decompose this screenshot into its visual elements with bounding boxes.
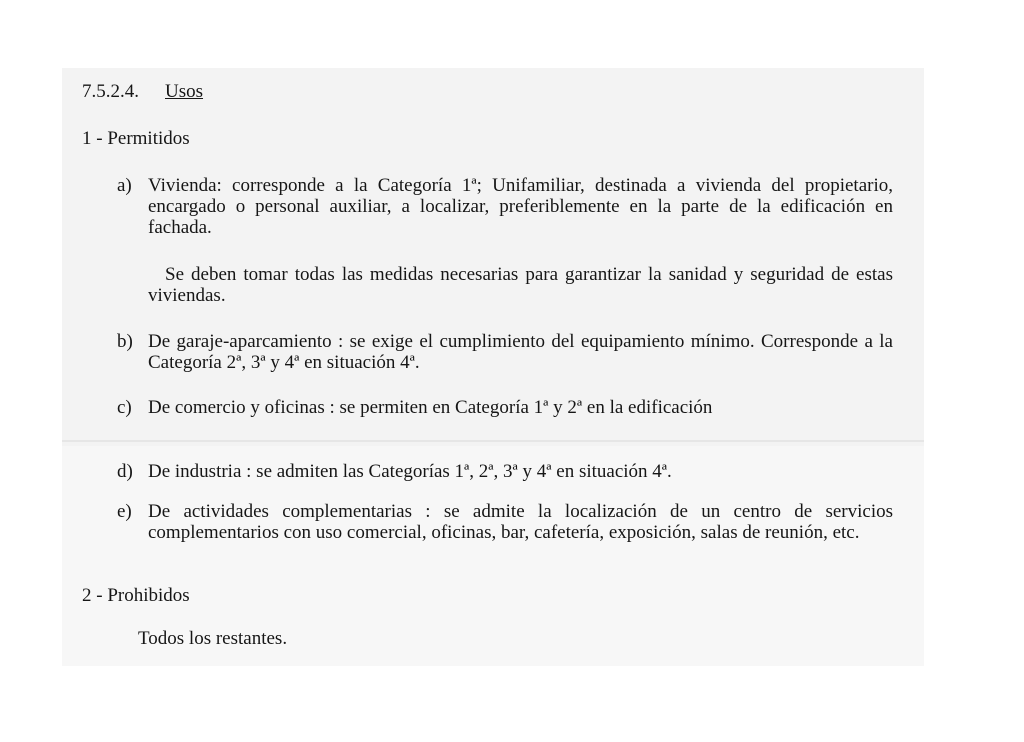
- item-e-text: De actividades complementarias : se admite la localización de un centro de servicios complementarios con uso comercial, oficinas, bar, cafetería, exposición, salas de reunión, etc.: [148, 501, 893, 543]
- item-d-marker: d): [117, 461, 133, 482]
- section-number: 7.5.2.4.: [82, 81, 139, 102]
- item-e-marker: e): [117, 501, 132, 522]
- prohibited-heading: 2 - Prohibidos: [82, 585, 190, 606]
- page-fold-line: [62, 440, 924, 442]
- item-c-text: De comercio y oficinas : se permiten en Categoría 1ª y 2ª en la edificación: [148, 397, 713, 418]
- prohibited-text: Todos los restantes.: [138, 628, 288, 649]
- item-c-marker: c): [117, 397, 132, 418]
- item-a-marker: a): [117, 175, 132, 196]
- item-b-marker: b): [117, 331, 133, 352]
- item-b-text: De garaje-aparcamiento : se exige el cumplimiento del equipamiento mínimo. Corresponde a la Categoría 2ª, 3ª y 4ª en situación 4ª.: [148, 331, 893, 373]
- item-d-text: De industria : se admiten las Categorías 1ª, 2ª, 3ª y 4ª en situación 4ª.: [148, 461, 672, 482]
- permitted-heading: 1 - Permitidos: [82, 128, 190, 149]
- item-a-text: Vivienda: corresponde a la Categoría 1ª; Unifamiliar, destinada a vivienda del propietario, encargado o personal auxiliar, a localizar, preferiblemente en la parte de la edificación en fachada.: [148, 175, 893, 238]
- item-a-note: Se deben tomar todas las medidas necesarias para garantizar la sanidad y seguridad de estas viviendas.: [148, 264, 893, 306]
- section-title: Usos: [165, 81, 204, 102]
